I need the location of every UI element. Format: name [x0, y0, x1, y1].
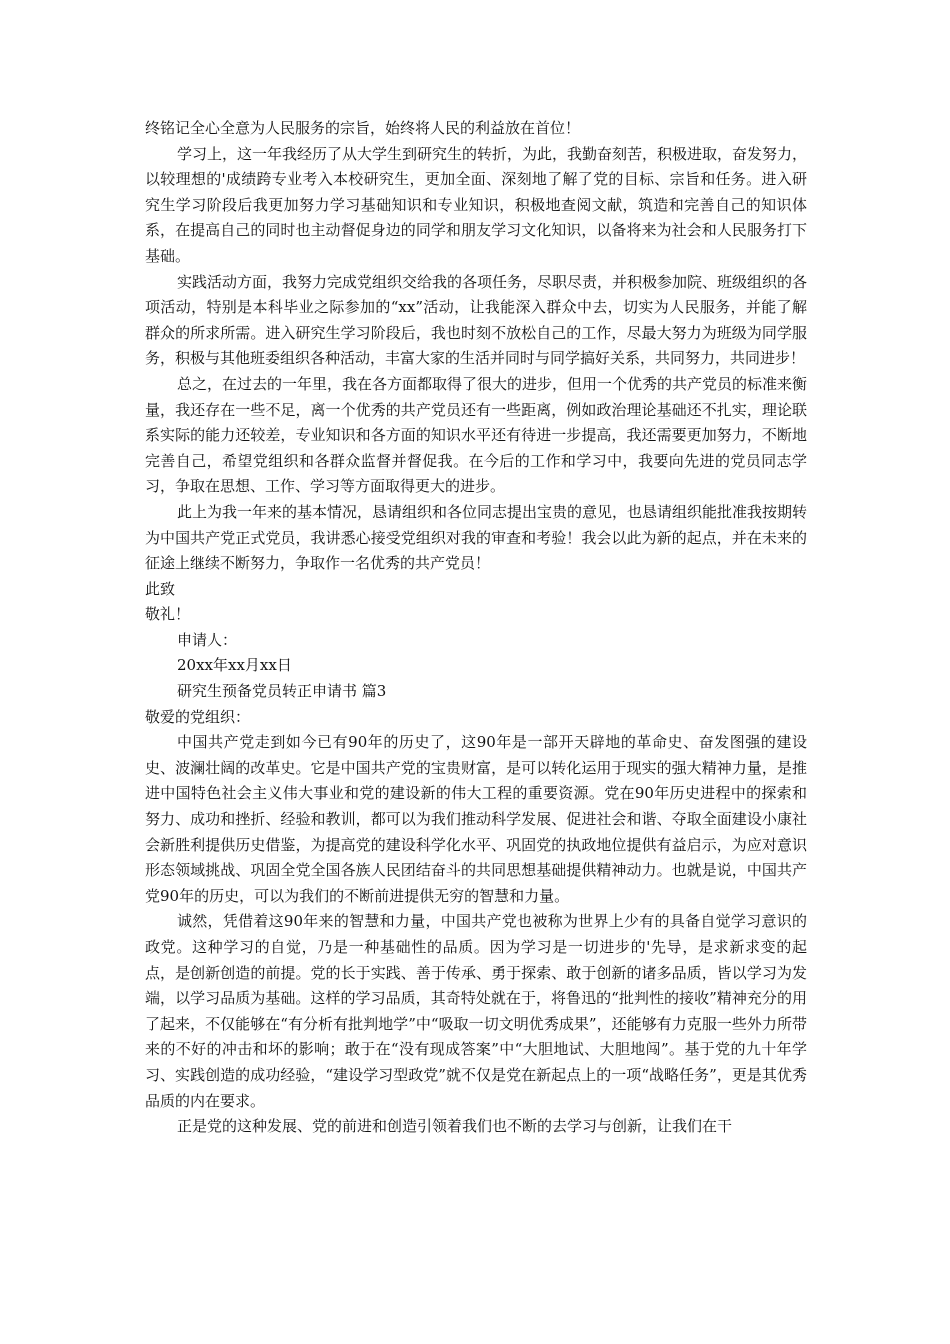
document-page [145, 116, 807, 1140]
paragraph-study: 学习上，这一年我经历了从大学生到研究生的转折，为此，我勤奋刻苦，积极进取，奋发努力，以较理想的'成绩跨专业考入本校研究生，更加全面、深刻地了解了党的目标、宗旨和任务。进入研究生学习阶段后我更加努力学习基础知识和专业知识，积极地查阅文献，筑造和完善自己的知识体系，在提高自己的同时也主动督促身边的同学和朋友学习文化知识，以备将来为社会和人民服务打下基础。 [145, 144, 808, 265]
applicant-label: 申请人： [177, 630, 238, 649]
paragraph-innovation: 正是党的这种发展、党的前进和创造引领着我们也不断的去学习与创新，让我们在干 [177, 1117, 733, 1136]
date-line: 20xx年xx月xx日 [177, 656, 292, 675]
paragraph-history: 中国共产党走到如今已有90年的历史了，这90年是一部开天辟地的革命史、奋发图强的建设史、波澜壮阔的改革史。它是中国共产党的宝贵财富，是可以转化运用于现实的强大精神力量，是推进中国特色社会主义伟大事业和党的建设新的伟大工程的重要资源。党在90年历史进程中的探索和努力、成功和挫折、经验和教训，都可以为我们推动科学发展、促进社会和谐、夺取全面建设小康社会新胜利提供历史借鉴，为提高党的建设科学化水平、巩固党的执政地位提供有益启示，为应对意识形态领域挑战、巩固全党全国各族人民团结奋斗的共同思想基础提供精神动力。也就是说，中国共产党90年的历史，可以为我们的不断前进提供无穷的智慧和力量。 [145, 733, 807, 905]
section-title: 研究生预备党员转正申请书 篇3 [177, 682, 387, 701]
paragraph-request: 此上为我一年来的基本情况，恳请组织和各位同志提出宝贵的意见，也恳请组织能批准我按期转为中国共产党正式党员，我讲悉心接受党组织对我的审查和考验！我会以此为新的起点，并在未来的征途上继续不断努力，争取作一名优秀的共产党员！ [145, 502, 808, 573]
closing-regards: 敬礼！ [145, 605, 191, 624]
paragraph-body: 终铭记全心全意为人民服务的宗旨，始终将人民的利益放在首位！ [145, 119, 581, 137]
greeting: 敬爱的党组织： [145, 707, 251, 726]
paragraph-practice: 实践活动方面，我努力完成党组织交给我的各项任务，尽职尽责，并积极参加院、班级组织的各项活动，特别是本科毕业之际参加的“xx”活动，让我能深入群众中去，切实为人民服务，并能了解群众的所求所需。进入研究生学习阶段后，我也时刻不放松自己的工作，尽最大努力为班级为同学服务，积极与其他班委组织各种活动，丰富大家的生活并同时与同学搞好关系，共同努力，共同进步！ [145, 272, 808, 368]
closing-salutation: 此致 [145, 579, 176, 598]
paragraph-learning: 诚然，凭借着这90年来的智慧和力量，中国共产党也被称为世界上少有的具备自觉学习意识的政党。这种学习的自觉，乃是一种基础性的品质。因为学习是一切进步的'先导，是求新求变的起点，是创新创造的前提。党的长于实践、善于传承、勇于探索、敢于创新的诸多品质，皆以学习为发端，以学习品质为基础。这样的学习品质，其奇特处就在于，将鲁迅的“批判性的接收”精神充分的用了起来，不仅能够在“有分析有批判地学”中“吸取一切文明优秀成果”，还能够有力克服一些外力所带来的不好的冲击和坏的影响；敢于在“没有现成答案”中“大胆地试、大胆地闯”。基于党的九十年学习、实践创造的成功经验，“建设学习型政党”就不仅是党在新起点上的一项“战略任务”，更是其优秀品质的内在要求。 [145, 912, 807, 1110]
paragraph-summary: 总之，在过去的一年里，我在各方面都取得了很大的进步，但用一个优秀的共产党员的标准来衡量，我还存在一些不足，离一个优秀的共产党员还有一些距离，例如政治理论基础还不扎实，理论联系实际的能力还较差，专业知识和各方面的知识水平还有待进一步提高，我还需要更加努力，不断地完善自己，希望党组织和各群众监督并督促我。在今后的工作和学习中，我要向先进的党员同志学习，争取在思想、工作、学习等方面取得更大的进步。 [145, 374, 808, 496]
